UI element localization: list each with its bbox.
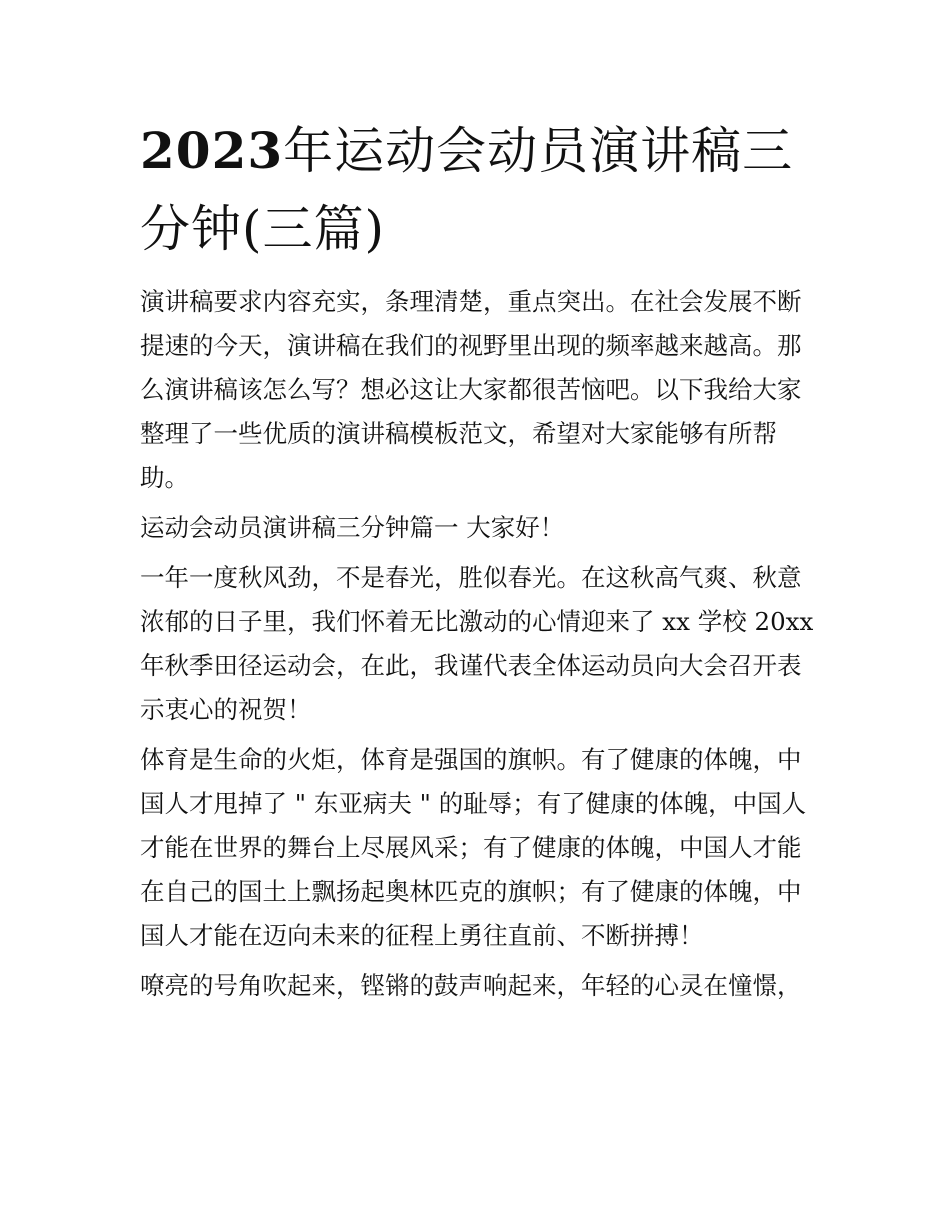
section-heading-paragraph: 运动会动员演讲稿三分钟篇一 大家好！ — [140, 513, 565, 542]
title-year: 2023 — [140, 121, 284, 180]
document-body — [140, 280, 815, 1014]
title-text: 年运动会动员演讲稿三分钟(三篇) — [140, 122, 794, 258]
body-paragraph: 嘹亮的号角吹起来，铿锵的鼓声响起来，年轻的心灵在憧憬， — [140, 971, 802, 1000]
intro-paragraph: 演讲稿要求内容充实，条理清楚，重点突出。在社会发展不断提速的今天，演讲稿在我们的视野里出现的频率越来越高。那么演讲稿该怎么写？想必这让大家都很苦恼吧。以下我给大家整理了一些优质的演讲稿模板范文，希望对大家能够有所帮助。 — [140, 287, 802, 492]
body-paragraph: 体育是生命的火炬，体育是强国的旗帜。有了健康的体魄，中国人才甩掉了 " 东亚病夫 " 的耻辱；有了健康的体魄，中国人才能在世界的舞台上尽展风采；有了健康的体魄，中国人才能在自己的国土上飘扬起奥林匹克的旗帜；有了健康的体魄，中国人才能在迈向未来的征程上勇往直前、不断拼搏！ — [140, 745, 807, 950]
document-title — [140, 112, 830, 268]
body-paragraph: 一年一度秋风劲，不是春光，胜似春光。在这秋高气爽、秋意浓郁的日子里，我们怀着无比激动的心情迎来了 xx 学校 20xx 年秋季田径运动会，在此，我谨代表全体运动员向大会召开表示衷心的祝贺！ — [140, 563, 814, 724]
